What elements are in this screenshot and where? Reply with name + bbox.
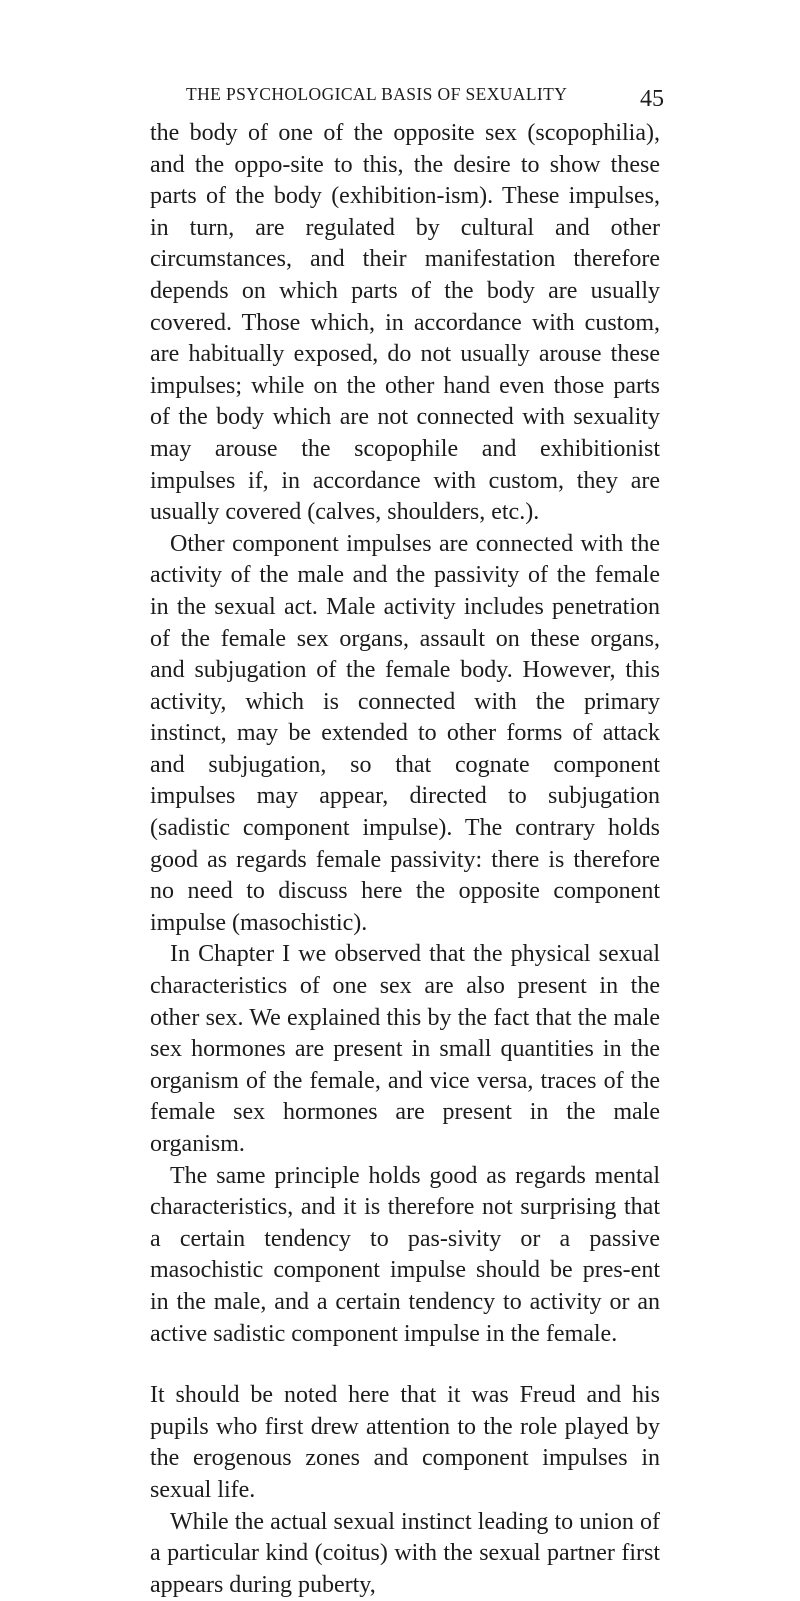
- paragraph-sexual-instinct: While the actual sexual instinct leading to union of a particular kind (coitus) with the sexual partner first appears during puberty,: [150, 1508, 660, 1598]
- paragraph-continuation: the body of one of the opposite sex (scopophilia), and the oppo-site to this, the desire to show these parts of the body (exhibition-ism). These impulses, in turn, are regulated by cultural and other circumstances, and their manifestation therefore depends on which parts of the body are usually covered. Those which, in accordance with custom, are habitually exposed, do not usually arouse these impulses; while on the other hand even those parts of the body which are not connected with sexuality may arouse the scopophile and exhibitionist impulses if, in accordance with custom, they are usually covered (calves, shoulders, etc.).: [150, 120, 660, 526]
- paragraph-chapter-reference: In Chapter I we observed that the physical sexual characteristics of one sex are also present in the other sex. We explained this by the fact that the male sex hormones are present in small quantities in the organism of the female, and vice versa, traces of the female sex hormones are present in the male organism.: [150, 941, 660, 1157]
- body-text: [150, 118, 660, 1601]
- running-head: THE PSYCHOLOGICAL BASIS OF SEXUALITY: [186, 84, 568, 104]
- paragraph-freud: It should be noted here that it was Freud and his pupils who first drew attention to the role played by the erogenous zones and component impulses in sexual life.: [150, 1382, 660, 1503]
- page-number: 45: [640, 86, 664, 112]
- paragraph-component-impulses: Other component impulses are connected with the activity of the male and the passivity of the female in the sexual act. Male activity includes penetration of the female sex organs, assault on these organs, and subjugation of the female body. However, this activity, which is connected with the primary instinct, may be extended to other forms of attack and subjugation, so that cognate component impulses may appear, directed to subjugation (sadistic component impulse). The contrary holds good as regards female passivity: there is therefore no need to discuss here the opposite component impulse (masochistic).: [150, 530, 660, 936]
- paragraph-mental-characteristics: The same principle holds good as regards mental characteristics, and it is therefore not surprising that a certain tendency to pas-sivity or a passive masochistic component impulse should be pres-ent in the male, and a certain tendency to activity or an active sadistic component impulse in the female.: [150, 1162, 660, 1347]
